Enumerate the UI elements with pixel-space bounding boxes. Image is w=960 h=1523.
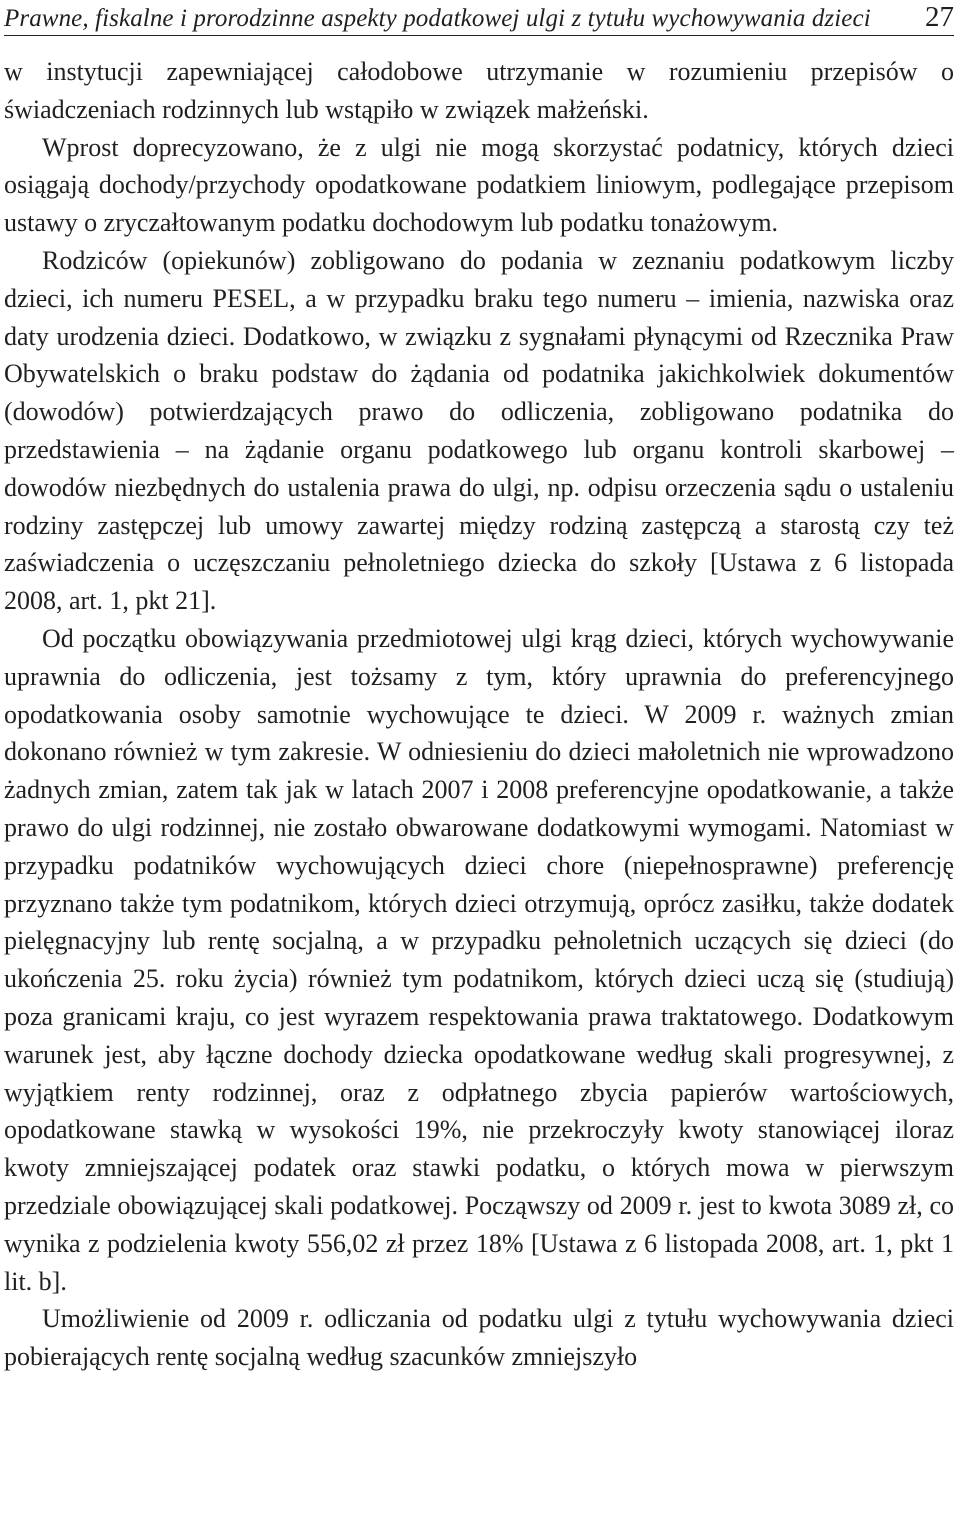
paragraph-eligible-children: Od początku obowiązywania przedmiotowej ulgi krąg dzieci, których wychowywanie uprawnia do odliczenia, jest tożsamy z tym, który uprawnia do preferencyjnego opodatkowania osoby samotnie wychowujące te dzieci. W 2009 r. ważnych zmian dokonano również w tym zakresie. W odniesieniu do dzieci małoletnich nie wprowadzono żadnych zmian, zatem tak jak w latach 2007 i 2008 preferencyjne opodatkowanie, a także prawo do ulgi rodzinnej, nie zostało obwarowane dodatkowymi wymogami. Natomiast w przypadku podatników wychowujących dzieci chore (niepełnosprawne) preferencję przyznano także tym podatnikom, których dzieci otrzymują, oprócz zasiłku, także dodatek pielęgnacyjny lub rentę socjalną, a w przypadku pełnoletnich uczących się dzieci (do ukończenia 25. roku życia) również tym podatnikom, których dzieci uczą się (studiują) poza granicami kraju, co jest wyrazem respektowania prawa traktatowego. Dodatkowym warunek jest, aby łączne dochody dziecka opodatkowane według skali progresywnej, z wyjątkiem renty rodzinnej, oraz z odpłatnego zbycia papierów wartościowych, opodatkowane stawką w wysokości 19%, nie przekroczyły kwoty stanowiącej iloraz kwoty zmniejszającej podatek oraz stawki podatku, o których mowa w pierwszym przedziale obowiązującej skali podatkowej. Począwszy od 2009 r. jest to kwota 3089 zł, co wynika z podzielenia kwoty 556,02 zł przez 18% [Ustawa z 6 listopada 2008, art. 1, pkt 1 lit. b]. — [4, 623, 954, 1296]
paragraph-obligations: Rodziców (opiekunów) zobligowano do podania w zeznaniu podatkowym liczby dzieci, ich numeru PESEL, a w przypadku braku tego numeru – imienia, nazwiska oraz daty urodzenia dzieci. Dodatkowo, w związku z sygnałami płynącymi od Rzecznika Praw Obywatelskich o braku podstaw do żądania od podatnika jakichkolwiek dokumentów (dowodów) potwierdzających prawo do odliczenia, zobligowano podatnika do przedstawienia – na żądanie organu podatkowego lub organu kontroli skarbowej – dowodów niezbędnych do ustalenia prawa do ulgi, np. odpisu orzeczenia sądu o ustaleniu rodziny zastępczej lub umowy zawartej między rodziną zastępczą a starostą czy też zaświadczenia o uczęszczaniu pełnoletniego dziecka do szkoły [Ustawa z 6 listopada 2008, art. 1, pkt 21]. — [4, 245, 954, 616]
page-number: 27 — [925, 1, 954, 33]
paragraph-exclusion: Wprost doprecyzowano, że z ulgi nie mogą skorzystać podatnicy, których dzieci osiągają dochody/przychody opodatkowane podatkiem liniowym, podlegające przepisom ustawy o zryczałtowanym podatku dochodowym lub podatku tonażowym. — [4, 132, 954, 238]
running-header-title: Prawne, fiskalne i prorodzinne aspekty podatkowej ulgi z tytułu wychowywania dzieci — [4, 5, 871, 32]
running-header — [4, 0, 954, 36]
paragraph-social-pension: Umożliwienie od 2009 r. odliczania od podatku ulgi z tytułu wychowywania dzieci pobierających rentę socjalną według szacunków zmniejszyło — [4, 1304, 954, 1372]
paragraph-continuation: w instytucji zapewniającej całodobowe utrzymanie w rozumieniu przepisów o świadczeniach rodzinnych lub wstąpiło w związek małżeński. — [4, 57, 954, 124]
body-text — [4, 53, 954, 1376]
